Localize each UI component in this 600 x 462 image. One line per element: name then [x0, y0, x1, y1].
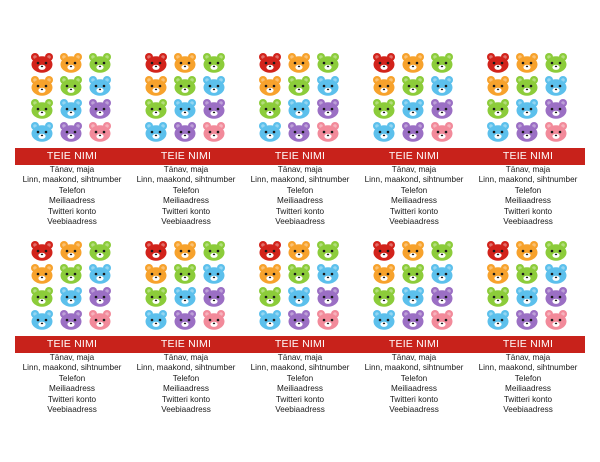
- label-city: Linn, maakond, sihtnumber: [136, 363, 236, 373]
- bear-face-icon: [486, 75, 510, 96]
- bear-face-icon: [515, 121, 539, 142]
- bear-face-icon: [515, 240, 539, 261]
- label-phone: Telefon: [58, 185, 86, 195]
- bear-face-icon: [144, 121, 168, 142]
- bear-face-icon: [316, 98, 340, 119]
- bear-face-icon: [316, 263, 340, 284]
- label-website: Veebiaadress: [275, 217, 325, 227]
- bear-face-icon: [88, 75, 112, 96]
- bear-face-icon: [30, 263, 54, 284]
- bear-face-icon: [486, 98, 510, 119]
- bear-face-icon: [88, 286, 112, 307]
- bear-grid-1: [28, 52, 114, 144]
- label-street: Tänav, maja: [391, 165, 437, 174]
- label-email: Meiliaadress: [277, 384, 323, 394]
- bear-face-icon: [287, 240, 311, 261]
- bear-face-icon: [30, 121, 54, 142]
- label-twitter: Twitteri konto: [389, 394, 439, 404]
- bear-face-icon: [258, 121, 282, 142]
- label-twitter: Twitteri konto: [47, 394, 97, 404]
- label-website: Veebiaadress: [389, 217, 439, 227]
- label-email: Meiliaadress: [277, 196, 323, 206]
- label-city: Linn, maakond, sihtnumber: [250, 363, 350, 373]
- bear-face-icon: [144, 98, 168, 119]
- label-phone: Telefon: [172, 373, 200, 383]
- address-label-8: [243, 336, 357, 415]
- bear-grid-9: [370, 240, 456, 332]
- bear-face-icon: [173, 240, 197, 261]
- bear-face-icon: [88, 52, 112, 73]
- bear-face-icon: [372, 75, 396, 96]
- label-website: Veebiaadress: [47, 405, 97, 415]
- address-label-9: [357, 336, 471, 415]
- bear-face-icon: [430, 52, 454, 73]
- label-name: TEIE NIMI: [46, 150, 98, 162]
- bear-face-icon: [59, 121, 83, 142]
- bear-face-icon: [144, 240, 168, 261]
- bear-decorations: [0, 240, 600, 332]
- label-city: Linn, maakond, sihtnumber: [250, 175, 350, 185]
- bear-face-icon: [59, 75, 83, 96]
- bear-face-icon: [59, 240, 83, 261]
- bear-face-icon: [30, 75, 54, 96]
- bear-face-icon: [59, 263, 83, 284]
- label-email: Meiliaadress: [505, 196, 551, 206]
- label-email: Meiliaadress: [391, 196, 437, 206]
- label-twitter: Twitteri konto: [275, 206, 325, 216]
- bear-grid-7: [142, 240, 228, 332]
- address-label-4: [357, 148, 471, 227]
- bear-face-icon: [401, 240, 425, 261]
- bear-face-icon: [59, 52, 83, 73]
- label-phone: Telefon: [400, 373, 428, 383]
- label-name: TEIE NIMI: [388, 338, 440, 350]
- label-street: Tänav, maja: [49, 165, 95, 174]
- bear-face-icon: [316, 240, 340, 261]
- label-website: Veebiaadress: [389, 405, 439, 415]
- bear-face-icon: [30, 309, 54, 330]
- label-name: TEIE NIMI: [274, 338, 326, 350]
- label-email: Meiliaadress: [49, 384, 95, 394]
- bear-grid-10: [484, 240, 570, 332]
- bear-face-icon: [401, 75, 425, 96]
- bear-face-icon: [544, 121, 568, 142]
- bear-face-icon: [486, 121, 510, 142]
- bear-face-icon: [30, 240, 54, 261]
- bear-face-icon: [202, 98, 226, 119]
- label-phone: Telefon: [514, 185, 542, 195]
- label-email: Meiliaadress: [505, 384, 551, 394]
- bear-face-icon: [287, 75, 311, 96]
- bear-face-icon: [430, 263, 454, 284]
- bear-face-icon: [258, 240, 282, 261]
- bear-face-icon: [202, 52, 226, 73]
- label-website: Veebiaadress: [161, 405, 211, 415]
- bear-face-icon: [430, 75, 454, 96]
- label-twitter: Twitteri konto: [161, 394, 211, 404]
- label-website: Veebiaadress: [161, 217, 211, 227]
- label-street: Tänav, maja: [391, 353, 437, 362]
- bear-face-icon: [173, 52, 197, 73]
- bear-face-icon: [30, 52, 54, 73]
- bear-face-icon: [202, 309, 226, 330]
- bear-face-icon: [144, 286, 168, 307]
- bear-face-icon: [401, 286, 425, 307]
- label-city: Linn, maakond, sihtnumber: [364, 363, 464, 373]
- bear-face-icon: [202, 286, 226, 307]
- bear-face-icon: [430, 98, 454, 119]
- bear-face-icon: [173, 309, 197, 330]
- label-phone: Telefon: [172, 185, 200, 195]
- bear-face-icon: [88, 263, 112, 284]
- bear-face-icon: [401, 263, 425, 284]
- bear-grid-3: [256, 52, 342, 144]
- label-twitter: Twitteri konto: [47, 206, 97, 216]
- address-label-2: [129, 148, 243, 227]
- label-phone: Telefon: [58, 373, 86, 383]
- bear-face-icon: [173, 286, 197, 307]
- bear-face-icon: [515, 309, 539, 330]
- bear-face-icon: [287, 286, 311, 307]
- label-city: Linn, maakond, sihtnumber: [364, 175, 464, 185]
- bear-face-icon: [258, 52, 282, 73]
- bear-face-icon: [88, 309, 112, 330]
- bear-face-icon: [202, 263, 226, 284]
- address-label-6: [15, 336, 129, 415]
- bear-face-icon: [372, 240, 396, 261]
- label-twitter: Twitteri konto: [389, 206, 439, 216]
- bear-grid-6: [28, 240, 114, 332]
- bear-face-icon: [486, 240, 510, 261]
- label-email: Meiliaadress: [391, 384, 437, 394]
- label-street: Tänav, maja: [277, 165, 323, 174]
- label-website: Veebiaadress: [47, 217, 97, 227]
- label-row-bottom: [0, 240, 600, 415]
- bear-face-icon: [372, 286, 396, 307]
- label-name: TEIE NIMI: [502, 150, 554, 162]
- bear-face-icon: [59, 309, 83, 330]
- bear-face-icon: [401, 52, 425, 73]
- bear-face-icon: [202, 121, 226, 142]
- bear-face-icon: [258, 75, 282, 96]
- label-name: TEIE NIMI: [274, 150, 326, 162]
- bear-face-icon: [486, 286, 510, 307]
- address-label-10: [471, 336, 585, 415]
- bear-face-icon: [515, 263, 539, 284]
- bear-grid-2: [142, 52, 228, 144]
- address-label-1: [15, 148, 129, 227]
- bear-face-icon: [544, 75, 568, 96]
- bear-face-icon: [59, 98, 83, 119]
- bear-face-icon: [515, 75, 539, 96]
- label-street: Tänav, maja: [163, 165, 209, 174]
- bear-face-icon: [258, 98, 282, 119]
- bear-face-icon: [173, 121, 197, 142]
- label-phone: Telefon: [286, 185, 314, 195]
- address-label-3: [243, 148, 357, 227]
- bear-face-icon: [372, 263, 396, 284]
- bear-face-icon: [173, 98, 197, 119]
- bear-face-icon: [287, 309, 311, 330]
- label-street: Tänav, maja: [163, 353, 209, 362]
- bear-face-icon: [287, 52, 311, 73]
- label-website: Veebiaadress: [275, 405, 325, 415]
- label-website: Veebiaadress: [503, 217, 553, 227]
- bear-face-icon: [430, 309, 454, 330]
- bear-face-icon: [316, 75, 340, 96]
- label-email: Meiliaadress: [163, 196, 209, 206]
- bear-face-icon: [144, 263, 168, 284]
- bear-face-icon: [544, 52, 568, 73]
- label-name: TEIE NIMI: [502, 338, 554, 350]
- bear-face-icon: [486, 263, 510, 284]
- label-city: Linn, maakond, sihtnumber: [22, 363, 122, 373]
- label-name: TEIE NIMI: [46, 338, 98, 350]
- label-name: TEIE NIMI: [160, 338, 212, 350]
- bear-face-icon: [287, 98, 311, 119]
- bear-face-icon: [430, 121, 454, 142]
- bear-face-icon: [258, 263, 282, 284]
- bear-grid-4: [370, 52, 456, 144]
- bear-face-icon: [430, 286, 454, 307]
- bear-face-icon: [316, 52, 340, 73]
- label-twitter: Twitteri konto: [503, 394, 553, 404]
- address-label-5: [471, 148, 585, 227]
- bear-face-icon: [372, 52, 396, 73]
- bear-face-icon: [515, 52, 539, 73]
- bear-face-icon: [544, 98, 568, 119]
- bear-face-icon: [30, 98, 54, 119]
- bear-face-icon: [515, 286, 539, 307]
- bear-face-icon: [544, 309, 568, 330]
- bear-face-icon: [144, 75, 168, 96]
- bear-face-icon: [372, 98, 396, 119]
- label-phone: Telefon: [400, 185, 428, 195]
- bear-face-icon: [59, 286, 83, 307]
- bear-face-icon: [544, 240, 568, 261]
- label-city: Linn, maakond, sihtnumber: [22, 175, 122, 185]
- bear-face-icon: [316, 309, 340, 330]
- bear-decorations: [0, 52, 600, 144]
- bear-face-icon: [544, 263, 568, 284]
- bear-grid-8: [256, 240, 342, 332]
- bear-face-icon: [486, 309, 510, 330]
- bear-face-icon: [372, 121, 396, 142]
- label-twitter: Twitteri konto: [503, 206, 553, 216]
- bear-face-icon: [287, 121, 311, 142]
- bear-face-icon: [173, 75, 197, 96]
- bear-face-icon: [144, 309, 168, 330]
- bear-face-icon: [401, 309, 425, 330]
- bear-face-icon: [88, 98, 112, 119]
- bear-face-icon: [88, 121, 112, 142]
- bear-face-icon: [173, 263, 197, 284]
- label-city: Linn, maakond, sihtnumber: [136, 175, 236, 185]
- bear-face-icon: [30, 286, 54, 307]
- label-phone: Telefon: [286, 373, 314, 383]
- label-name: TEIE NIMI: [388, 150, 440, 162]
- bear-face-icon: [88, 240, 112, 261]
- bear-face-icon: [372, 309, 396, 330]
- label-row-top: [0, 52, 600, 227]
- bear-face-icon: [258, 309, 282, 330]
- label-twitter: Twitteri konto: [161, 206, 211, 216]
- label-street: Tänav, maja: [277, 353, 323, 362]
- bear-face-icon: [430, 240, 454, 261]
- label-email: Meiliaadress: [49, 196, 95, 206]
- label-twitter: Twitteri konto: [275, 394, 325, 404]
- label-street: Tänav, maja: [505, 353, 551, 362]
- bear-face-icon: [401, 98, 425, 119]
- label-city: Linn, maakond, sihtnumber: [478, 175, 578, 185]
- bear-face-icon: [202, 75, 226, 96]
- label-website: Veebiaadress: [503, 405, 553, 415]
- bear-face-icon: [401, 121, 425, 142]
- label-phone: Telefon: [514, 373, 542, 383]
- address-label-7: [129, 336, 243, 415]
- bear-face-icon: [486, 52, 510, 73]
- bear-face-icon: [515, 98, 539, 119]
- label-street: Tänav, maja: [505, 165, 551, 174]
- bear-face-icon: [258, 286, 282, 307]
- label-name: TEIE NIMI: [160, 150, 212, 162]
- bear-face-icon: [287, 263, 311, 284]
- label-street: Tänav, maja: [49, 353, 95, 362]
- bear-face-icon: [544, 286, 568, 307]
- label-city: Linn, maakond, sihtnumber: [478, 363, 578, 373]
- label-email: Meiliaadress: [163, 384, 209, 394]
- bear-face-icon: [316, 121, 340, 142]
- bear-face-icon: [202, 240, 226, 261]
- bear-face-icon: [144, 52, 168, 73]
- bear-face-icon: [316, 286, 340, 307]
- bear-grid-5: [484, 52, 570, 144]
